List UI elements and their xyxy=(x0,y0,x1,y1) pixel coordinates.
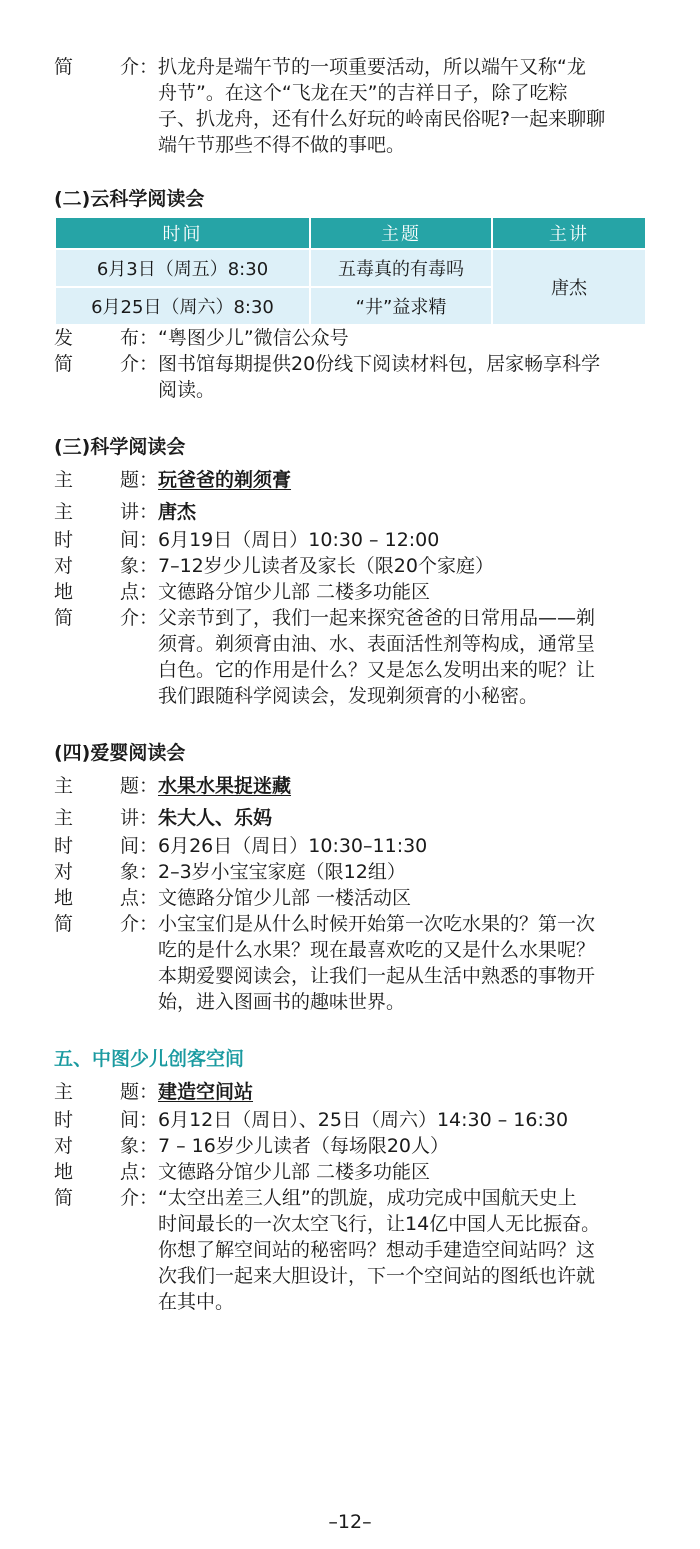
label-char: 布： xyxy=(119,327,158,349)
label-char: 简 xyxy=(54,56,74,78)
label-char: 地 xyxy=(54,1161,74,1183)
label-char: 简 xyxy=(54,1187,74,1209)
table-cell-speaker: 唐杰 xyxy=(493,250,645,324)
baby-reading-info xyxy=(54,773,654,1015)
label-char: 题： xyxy=(119,1081,158,1103)
intro-line: 图书馆每期提供20份线下阅读材料包，居家畅享科学 xyxy=(158,353,601,375)
label-char: 对 xyxy=(54,555,74,577)
intro-line: 阅读。 xyxy=(158,379,216,401)
theme-value: 玩爸爸的剃须膏 xyxy=(158,469,292,491)
time-value: 6月12日（周日）、25日（周六）14:30 – 16:30 xyxy=(158,1109,569,1131)
theme-value: 水果水果捉迷藏 xyxy=(158,775,292,797)
label-char: 主 xyxy=(54,775,74,797)
label-char: 对 xyxy=(54,861,74,883)
intro-line: 白色。它的作用是什么？又是怎么发明出来的呢？让 xyxy=(158,659,596,681)
intro-line: “太空出差三人组”的凯旋，成功完成中国航天史上 xyxy=(158,1187,577,1209)
audience-value: 7 – 16岁少儿读者（每场限20人） xyxy=(158,1135,450,1157)
intro-line: 扒龙舟是端午节的一项重要活动，所以端午又称“龙 xyxy=(158,56,586,78)
intro-line: 我们跟随科学阅读会，发现剃须膏的小秘密。 xyxy=(158,685,539,707)
section-title-baby-reading: (四)爱婴阅读会 xyxy=(54,742,186,764)
table-cell-topic: “井”益求精 xyxy=(311,288,491,324)
audience-value: 2–3岁小宝宝家庭（限12组） xyxy=(158,861,406,883)
label-char: 象： xyxy=(119,861,158,883)
table-header-speaker: 主讲 xyxy=(493,218,645,248)
label-char: 介： xyxy=(119,913,158,935)
time-value: 6月26日（周日）10:30–11:30 xyxy=(158,835,428,857)
audience-value: 7–12岁少儿读者及家长（限20个家庭） xyxy=(158,555,494,577)
label-char: 时 xyxy=(54,1109,74,1131)
place-value: 文德路分馆少儿部 二楼多功能区 xyxy=(158,1161,431,1183)
speaker-value: 唐杰 xyxy=(158,501,197,523)
label-char: 间： xyxy=(119,529,158,551)
table-cell-time: 6月3日（周五）8:30 xyxy=(56,250,309,286)
label-char: 主 xyxy=(54,501,74,523)
page-number: –12– xyxy=(328,1511,372,1533)
intro-line: 次我们一起来大胆设计，下一个空间站的图纸也许就 xyxy=(158,1265,596,1287)
intro-line: 始，进入图画书的趣味世界。 xyxy=(158,991,406,1013)
table-header-topic: 主题 xyxy=(311,218,491,248)
label-char: 简 xyxy=(54,353,74,375)
table-cell-time: 6月25日（周六）8:30 xyxy=(56,288,309,324)
label-char: 介： xyxy=(119,607,158,629)
intro-line: 在其中。 xyxy=(158,1291,235,1313)
label-char: 简 xyxy=(54,913,74,935)
intro-line: 须膏。剃须膏由油、水、表面活性剂等构成，通常呈 xyxy=(158,633,596,655)
publish-value: “粤图少儿”微信公众号 xyxy=(158,327,349,349)
intro-line: 父亲节到了，我们一起来探究爸爸的日常用品——剃 xyxy=(158,607,596,629)
label-char: 对 xyxy=(54,1135,74,1157)
label-char: 间： xyxy=(119,835,158,857)
intro-line: 本期爱婴阅读会，让我们一起从生活中熟悉的事物开 xyxy=(158,965,596,987)
label-char: 题： xyxy=(119,775,158,797)
place-value: 文德路分馆少儿部 一楼活动区 xyxy=(158,887,412,909)
label-char: 题： xyxy=(119,469,158,491)
intro-line: 吃的是什么水果？现在最喜欢吃的又是什么水果呢？ xyxy=(158,939,596,961)
label-char: 象： xyxy=(119,555,158,577)
label-char: 讲： xyxy=(119,807,158,829)
label-char: 介： xyxy=(119,1187,158,1209)
intro-line: 时间最长的一次太空飞行，让14亿中国人无比振奋。 xyxy=(158,1213,601,1235)
label-char: 介： xyxy=(119,56,158,78)
label-char: 主 xyxy=(54,469,74,491)
maker-space-info xyxy=(54,1079,654,1315)
intro-line: 小宝宝们是从什么时候开始第一次吃水果的？第一次 xyxy=(158,913,596,935)
intro-line: 你想了解空间站的秘密吗？想动手建造空间站吗？这 xyxy=(158,1239,596,1261)
place-value: 文德路分馆少儿部 二楼多功能区 xyxy=(158,581,431,603)
section-title-maker-space: 五、中图少儿创客空间 xyxy=(54,1048,245,1070)
label-char: 象： xyxy=(119,1135,158,1157)
label-char: 地 xyxy=(54,887,74,909)
label-char: 点： xyxy=(119,1161,158,1183)
section-title-cloud-science: (二)云科学阅读会 xyxy=(54,188,205,210)
speaker-value: 朱大人、乐妈 xyxy=(158,807,273,829)
table-header-time: 时间 xyxy=(56,218,309,248)
label-char: 时 xyxy=(54,835,74,857)
label-char: 讲： xyxy=(119,501,158,523)
intro-line: 子、扒龙舟，还有什么好玩的岭南民俗呢?一起来聊聊 xyxy=(158,108,606,130)
label-char: 发 xyxy=(54,327,74,349)
label-char: 点： xyxy=(119,887,158,909)
schedule-table xyxy=(54,216,647,326)
time-value: 6月19日（周日）10:30 – 12:00 xyxy=(158,529,440,551)
label-char: 时 xyxy=(54,529,74,551)
section-title-science-reading: (三)科学阅读会 xyxy=(54,436,186,458)
intro-line: 端午节那些不得不做的事吧。 xyxy=(158,134,406,156)
label-char: 主 xyxy=(54,807,74,829)
label-char: 主 xyxy=(54,1081,74,1103)
label-char: 简 xyxy=(54,607,74,629)
dragon-boat-intro xyxy=(54,54,654,158)
label-char: 介： xyxy=(119,353,158,375)
intro-line: 舟节”。在这个“飞龙在天”的吉祥日子，除了吃粽 xyxy=(158,82,568,104)
table-cell-topic: 五毒真的有毒吗 xyxy=(311,250,491,286)
table-row xyxy=(56,250,645,286)
label-char: 间： xyxy=(119,1109,158,1131)
theme-value: 建造空间站 xyxy=(158,1081,254,1103)
science-reading-info xyxy=(54,467,654,709)
label-char: 地 xyxy=(54,581,74,603)
label-char: 点： xyxy=(119,581,158,603)
cloud-science-info xyxy=(54,325,654,403)
